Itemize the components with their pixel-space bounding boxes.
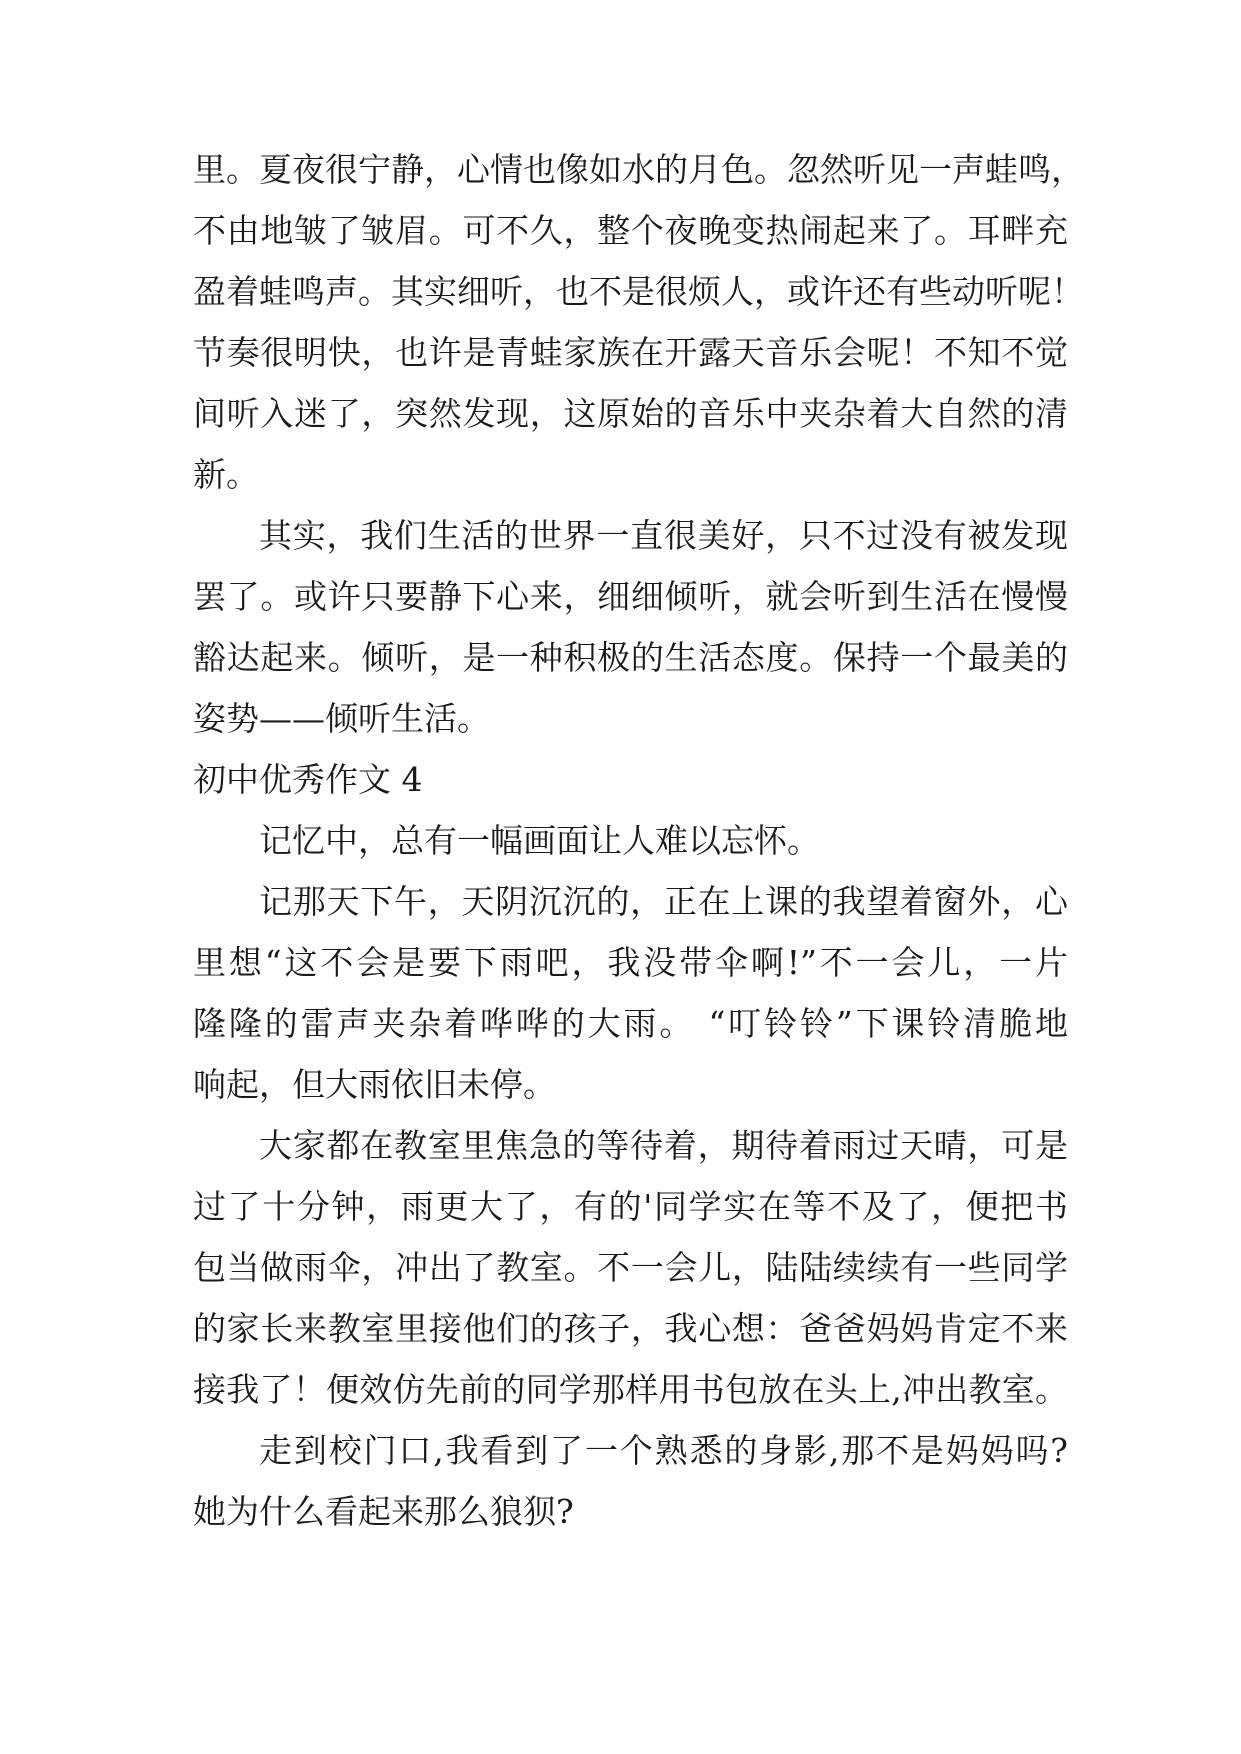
text-line: 包当做雨伞，冲出了教室。不一会儿，陆陆续续有一些同学	[193, 1248, 1068, 1287]
text-line: 新。	[193, 455, 259, 494]
essay-4-title	[193, 749, 1068, 810]
text-line: 不由地皱了皱眉。可不久，整个夜晚变热闹起来了。耳畔充	[193, 211, 1068, 250]
text-line: 里。夏夜很宁静，心情也像如水的月色。忽然听见一声蛙鸣，	[193, 150, 1084, 189]
text-line: 大家都在教室里焦急的等待着，期待着雨过天晴，可是	[259, 1126, 1068, 1165]
text-line: 走到校门口,我看到了一个熟悉的身影,那不是妈妈吗?	[259, 1431, 1068, 1470]
text-line: 里想“这不会是要下雨吧，我没带伞啊!”不一会儿，一片	[193, 943, 1068, 982]
text-line: 记忆中，总有一幅画面让人难以忘怀。	[259, 821, 820, 860]
text-line: 隆隆的雷声夹杂着哗哗的大雨。 “叮铃铃”下课铃清脆地	[193, 1004, 1068, 1043]
text-line: 罢了。或许只要静下心来，细细倾听，就会听到生活在慢慢	[193, 577, 1068, 616]
essay-4-body	[193, 810, 1068, 1542]
paragraph-conclusion	[193, 505, 1068, 749]
text-line: 她为什么看起来那么狼狈?	[193, 1492, 574, 1531]
text-line: 的家长来教室里接他们的孩子，我心想：爸爸妈妈肯定不来	[193, 1309, 1068, 1348]
text-line: 其实，我们生活的世界一直很美好，只不过没有被发现	[259, 516, 1068, 555]
text-line: 记那天下午，天阴沉沉的，正在上课的我望着窗外，心	[259, 882, 1068, 921]
text-line: 节奏很明快，也许是青蛙家族在开露天音乐会呢！不知不觉	[193, 333, 1068, 372]
text-line: 过了十分钟，雨更大了，有的'同学实在等不及了，便把书	[193, 1187, 1068, 1226]
text-line: 盈着蛙鸣声。其实细听，也不是很烦人，或许还有些动听呢！	[193, 272, 1084, 311]
text-line: 响起，但大雨依旧未停。	[193, 1065, 556, 1104]
text-line: 接我了！便效仿先前的同学那样用书包放在头上,冲出教室。	[193, 1370, 1068, 1409]
text-line: 间听入迷了，突然发现，这原始的音乐中夹杂着大自然的清	[193, 394, 1068, 433]
text-line: 姿势——倾听生活。	[193, 699, 490, 738]
essay-title: 初中优秀作文 4	[193, 760, 423, 799]
text-line: 豁达起来。倾听，是一种积极的生活态度。保持一个最美的	[193, 638, 1068, 677]
paragraph-summer-night	[193, 139, 1084, 505]
